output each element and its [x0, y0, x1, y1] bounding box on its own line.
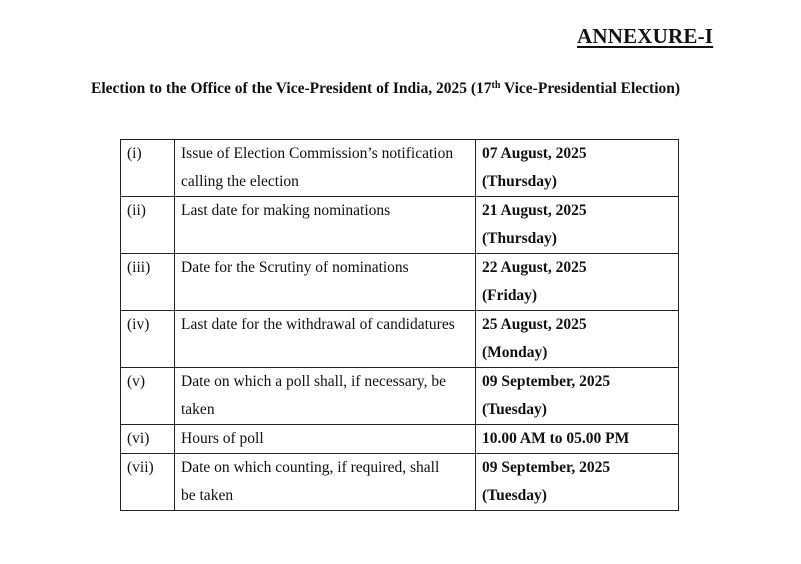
event-description-line: be taken — [181, 487, 234, 504]
event-description-line: Issue of Election Commission’s notification — [181, 145, 454, 162]
serial-number: (i) — [127, 145, 142, 162]
schedule-row — [121, 368, 679, 425]
serial-number-cell — [121, 368, 175, 425]
event-description-line: Date for the Scrutiny of nominations — [181, 259, 409, 276]
event-date-cell — [476, 425, 679, 454]
event-date-line: 25 August, 2025 — [482, 316, 587, 333]
event-date-line: (Friday) — [482, 287, 538, 304]
event-date-cell — [476, 311, 679, 368]
serial-number: (iv) — [127, 316, 150, 333]
event-date-line: 09 September, 2025 — [482, 373, 611, 390]
serial-number: (v) — [127, 373, 146, 390]
event-date-line: 21 August, 2025 — [482, 202, 587, 219]
event-date-cell — [476, 140, 679, 197]
schedule-table-body — [121, 140, 679, 511]
heading-ordinal-suffix: th — [491, 80, 501, 91]
election-schedule-table — [120, 139, 679, 511]
event-date-line: (Thursday) — [482, 230, 557, 247]
event-date-line: 09 September, 2025 — [482, 459, 611, 476]
event-date-cell — [476, 368, 679, 425]
event-date-line: 10.00 AM to 05.00 PM — [482, 430, 630, 447]
serial-number-cell — [121, 311, 175, 368]
event-description-cell — [175, 197, 476, 254]
event-date-cell — [476, 454, 679, 511]
event-date-line: 07 August, 2025 — [482, 145, 587, 162]
serial-number: (vi) — [127, 430, 150, 447]
serial-number: (ii) — [127, 202, 146, 219]
event-date-line: (Tuesday) — [482, 401, 547, 418]
serial-number-cell — [121, 254, 175, 311]
event-date-line: 22 August, 2025 — [482, 259, 587, 276]
event-description-cell — [175, 254, 476, 311]
event-description-cell — [175, 454, 476, 511]
schedule-row — [121, 140, 679, 197]
event-description-line: calling the election — [181, 173, 299, 190]
event-date-cell — [476, 254, 679, 311]
serial-number-cell — [121, 454, 175, 511]
heading-text-end: Vice-Presidential Election) — [500, 80, 681, 97]
schedule-row — [121, 454, 679, 511]
event-description-line: Date on which a poll shall, if necessary, be — [181, 373, 446, 390]
event-date-line: (Tuesday) — [482, 487, 547, 504]
event-description-line: Date on which counting, if required, shall — [181, 459, 440, 476]
heading-text-start: Election to the Office of the Vice-President of India, 2025 (17 — [91, 80, 492, 97]
event-date-cell — [476, 197, 679, 254]
serial-number-cell — [121, 425, 175, 454]
event-date-line: (Monday) — [482, 344, 548, 361]
event-date-line: (Thursday) — [482, 173, 557, 190]
event-description-line: Last date for the withdrawal of candidatures — [181, 316, 455, 333]
event-description-cell — [175, 425, 476, 454]
event-description-line: Hours of poll — [181, 430, 264, 447]
event-description-cell — [175, 311, 476, 368]
schedule-row — [121, 254, 679, 311]
event-description-line: taken — [181, 401, 215, 418]
event-description-cell — [175, 368, 476, 425]
serial-number-cell — [121, 197, 175, 254]
serial-number-cell — [121, 140, 175, 197]
serial-number: (iii) — [127, 259, 151, 276]
serial-number: (vii) — [127, 459, 154, 476]
event-description-cell — [175, 140, 476, 197]
election-heading — [91, 80, 680, 98]
schedule-row — [121, 425, 679, 454]
schedule-row — [121, 311, 679, 368]
annexure-title: ANNEXURE-I — [577, 24, 714, 48]
event-description-line: Last date for making nominations — [181, 202, 391, 219]
schedule-row — [121, 197, 679, 254]
